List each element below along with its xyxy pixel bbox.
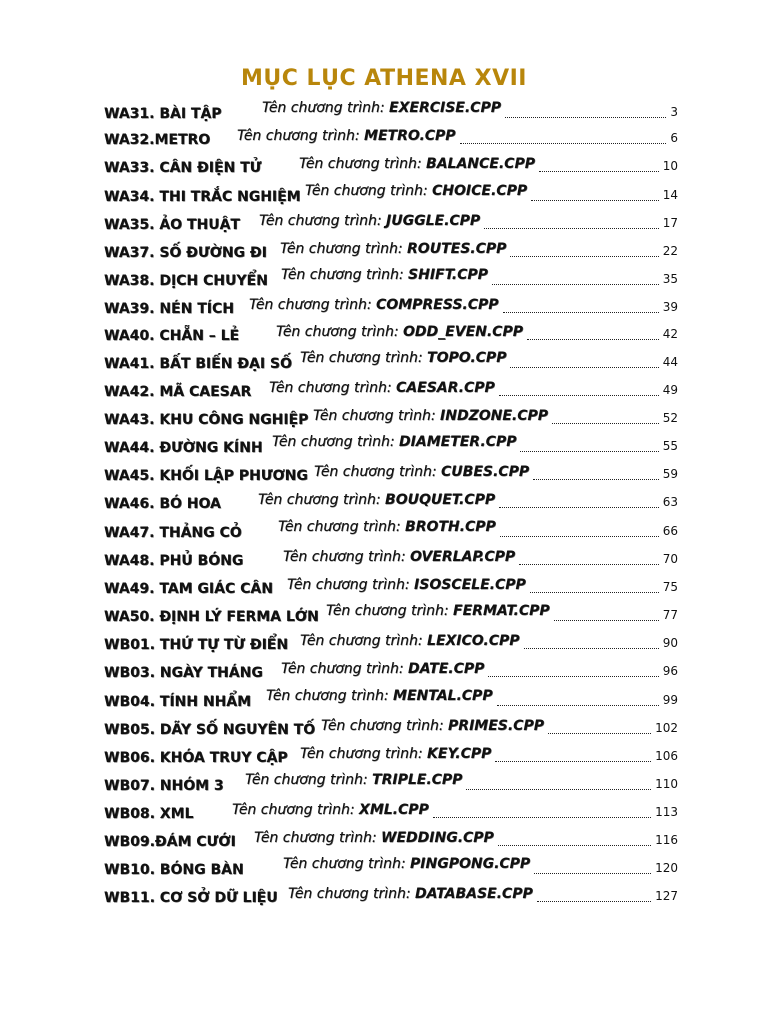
program-name: WEDDING.CPP	[381, 830, 494, 846]
toc-entry	[0, 688, 768, 714]
program-prefix: Tên chương trình:	[300, 350, 428, 366]
dot-leader	[505, 117, 666, 118]
toc-entry	[0, 406, 768, 432]
entry-program	[288, 886, 533, 902]
entry-program	[326, 603, 550, 619]
program-name: ODD_EVEN.CPP	[403, 324, 523, 340]
page-number: 75	[662, 580, 678, 594]
entry-program	[266, 688, 493, 704]
dot-leader	[510, 256, 658, 257]
entry-code: WA49. TAM GIÁC CÂN	[104, 581, 273, 597]
toc-entry	[0, 350, 768, 376]
page-number: 96	[662, 664, 678, 678]
entry-code: WA46. BÓ HOA	[104, 496, 221, 512]
page-number: 22	[662, 244, 678, 258]
entry-code: WA40. CHẴN – LẺ	[104, 328, 240, 344]
program-prefix: Tên chương trình:	[266, 688, 394, 704]
page-number: 42	[662, 327, 678, 341]
page-number: 127	[655, 889, 678, 903]
entry-code: WB06. KHÓA TRUY CẬP	[104, 750, 288, 766]
program-name: SHIFT.CPP	[408, 267, 488, 283]
entry-code: WA48. PHỦ BÓNG	[104, 553, 244, 569]
dot-leader	[552, 423, 659, 424]
program-prefix: Tên chương trình:	[269, 380, 397, 396]
page-number: 113	[655, 805, 678, 819]
program-prefix: Tên chương trình:	[276, 324, 404, 340]
entry-code: WB11. CƠ SỞ DỮ LIỆU	[104, 890, 278, 906]
dot-leader	[554, 620, 659, 621]
entry-code: WA41. BẤT BIẾN ĐẠI SỐ	[104, 356, 292, 372]
page-number: 102	[655, 721, 678, 735]
dot-leader	[537, 901, 651, 902]
page-number: 116	[655, 833, 678, 847]
program-prefix: Tên chương trình:	[287, 577, 415, 593]
page-number: 35	[662, 272, 678, 286]
page-number: 14	[662, 188, 678, 202]
dot-leader	[503, 312, 659, 313]
toc-entry	[0, 631, 768, 657]
entry-code: WA45. KHỐI LẬP PHƯƠNG	[104, 468, 308, 484]
page-number: 63	[662, 495, 678, 509]
program-name: LEXICO.CPP	[427, 633, 520, 649]
entry-code: WB04. TÍNH NHẨM	[104, 694, 252, 710]
entry-program	[254, 830, 494, 846]
page-number: 55	[662, 439, 678, 453]
program-name: OVERLAP.CPP	[410, 549, 516, 565]
dot-leader	[499, 395, 659, 396]
entry-code: WA38. DỊCH CHUYỂN	[104, 273, 268, 289]
dot-leader	[498, 845, 651, 846]
program-name: BALANCE.CPP	[426, 156, 535, 172]
entry-program	[245, 772, 462, 788]
program-name: DATE.CPP	[408, 661, 485, 677]
program-name: TOPO.CPP	[427, 350, 507, 366]
entry-program	[300, 633, 520, 649]
toc-entry	[0, 434, 768, 460]
toc-entry	[0, 322, 768, 348]
program-prefix: Tên chương trình:	[321, 718, 449, 734]
page-number: 90	[662, 636, 678, 650]
dot-leader	[530, 592, 659, 593]
program-name: PINGPONG.CPP	[410, 856, 531, 872]
toc-entry	[0, 744, 768, 770]
toc-entry	[0, 126, 768, 152]
toc-entry	[0, 772, 768, 798]
toc-entry	[0, 828, 768, 854]
toc-entry	[0, 716, 768, 742]
program-prefix: Tên chương trình:	[313, 408, 441, 424]
entry-program	[280, 241, 506, 257]
program-name: CAESAR.CPP	[396, 380, 495, 396]
entry-code: WA42. MÃ CAESAR	[104, 384, 252, 400]
program-prefix: Tên chương trình:	[254, 830, 382, 846]
toc-entry	[0, 154, 768, 180]
entry-program	[283, 856, 530, 872]
entry-code: WB07. NHÓM 3	[104, 778, 224, 794]
program-name: EXERCISE.CPP	[389, 100, 501, 116]
program-prefix: Tên chương trình:	[237, 128, 365, 144]
dot-leader	[495, 761, 651, 762]
program-name: ROUTES.CPP	[407, 241, 507, 257]
toc-entry	[0, 519, 768, 545]
page-number: 70	[662, 552, 678, 566]
entry-program	[283, 549, 515, 565]
program-prefix: Tên chương trình:	[283, 549, 411, 565]
program-prefix: Tên chương trình:	[281, 267, 409, 283]
entry-program	[272, 434, 516, 450]
entry-program	[281, 661, 484, 677]
dot-leader	[519, 564, 659, 565]
dot-leader	[539, 171, 659, 172]
page-number: 77	[662, 608, 678, 622]
toc-entry	[0, 378, 768, 404]
entry-program	[237, 128, 456, 144]
dot-leader	[500, 536, 659, 537]
program-name: TRIPLE.CPP	[372, 772, 463, 788]
page-number: 106	[655, 749, 678, 763]
entry-code: WA50. ĐỊNH LÝ FERMA LỚN	[104, 609, 319, 625]
toc-entry	[0, 884, 768, 910]
dot-leader	[548, 733, 651, 734]
program-prefix: Tên chương trình:	[300, 746, 428, 762]
dot-leader	[527, 339, 659, 340]
entry-program	[281, 267, 488, 283]
program-prefix: Tên chương trình:	[305, 183, 433, 199]
toc-entry	[0, 295, 768, 321]
toc-entry	[0, 800, 768, 826]
dot-leader	[488, 676, 658, 677]
program-name: MENTAL.CPP	[393, 688, 493, 704]
entry-program	[276, 324, 523, 340]
entry-code: WB05. DÃY SỐ NGUYÊN TỐ	[104, 722, 316, 738]
toc-entry	[0, 183, 768, 209]
page-number: 66	[662, 524, 678, 538]
dot-leader	[520, 451, 658, 452]
page-number: 3	[670, 105, 678, 119]
program-name: JUGGLE.CPP	[386, 213, 481, 229]
program-prefix: Tên chương trình:	[262, 100, 390, 116]
entry-program	[287, 577, 526, 593]
dot-leader	[433, 817, 651, 818]
page-number: 10	[662, 159, 678, 173]
toc-entry	[0, 267, 768, 293]
entry-program	[259, 213, 480, 229]
toc-entry	[0, 462, 768, 488]
entry-program	[314, 464, 529, 480]
dot-leader	[533, 479, 659, 480]
program-prefix: Tên chương trình:	[259, 213, 387, 229]
program-prefix: Tên chương trình:	[314, 464, 442, 480]
dot-leader	[492, 284, 659, 285]
program-name: COMPRESS.CPP	[376, 297, 499, 313]
program-prefix: Tên chương trình:	[283, 856, 411, 872]
toc-entry	[0, 239, 768, 265]
entry-code: WA39. NÉN TÍCH	[104, 301, 234, 317]
program-name: XML.CPP	[359, 802, 429, 818]
entry-code: WB10. BÓNG BÀN	[104, 862, 244, 878]
program-name: CHOICE.CPP	[432, 183, 528, 199]
page-number: 44	[662, 355, 678, 369]
dot-leader	[510, 367, 658, 368]
dot-leader	[460, 143, 667, 144]
entry-code: WA44. ĐƯỜNG KÍNH	[104, 440, 263, 456]
entry-program	[262, 100, 501, 116]
toc-entry	[0, 547, 768, 573]
entry-code: WA47. THẢNG CỎ	[104, 525, 242, 541]
toc-entry	[0, 100, 768, 126]
program-name: DIAMETER.CPP	[399, 434, 517, 450]
page-number: 39	[662, 300, 678, 314]
entry-code: WB08. XML	[104, 806, 194, 822]
entry-program	[232, 802, 429, 818]
entry-program	[300, 350, 506, 366]
program-prefix: Tên chương trình:	[258, 492, 386, 508]
program-name: KEY.CPP	[427, 746, 492, 762]
page-number: 49	[662, 383, 678, 397]
toc-entry	[0, 211, 768, 237]
dot-leader	[484, 228, 659, 229]
entry-code: WA31. BÀI TẬP	[104, 106, 222, 122]
program-prefix: Tên chương trình:	[272, 434, 400, 450]
entry-program	[321, 718, 544, 734]
page-number: 17	[662, 216, 678, 230]
entry-code: WA35. ẢO THUẬT	[104, 217, 240, 233]
entry-code: WA34. THI TRẮC NGHIỆM	[104, 189, 301, 205]
program-name: PRIMES.CPP	[448, 718, 544, 734]
page-number: 52	[662, 411, 678, 425]
entry-code: WB03. NGÀY THÁNG	[104, 665, 263, 681]
program-prefix: Tên chương trình:	[300, 633, 428, 649]
entry-program	[300, 746, 491, 762]
toc-entry	[0, 575, 768, 601]
entry-code: WA33. CÂN ĐIỆN TỬ	[104, 160, 262, 176]
program-prefix: Tên chương trình:	[288, 886, 416, 902]
toc-entry	[0, 856, 768, 882]
program-prefix: Tên chương trình:	[326, 603, 454, 619]
toc-entry	[0, 659, 768, 685]
dot-leader	[497, 705, 659, 706]
entry-program	[269, 380, 495, 396]
entry-code: WA32.METRO	[104, 132, 211, 148]
program-prefix: Tên chương trình:	[280, 241, 408, 257]
page-number: 110	[655, 777, 678, 791]
page-number: 6	[670, 131, 678, 145]
entry-code: WB09.ĐÁM CƯỚI	[104, 834, 236, 850]
program-name: BOUQUET.CPP	[385, 492, 496, 508]
program-prefix: Tên chương trình:	[299, 156, 427, 172]
dot-leader	[534, 873, 651, 874]
program-prefix: Tên chương trình:	[249, 297, 377, 313]
entry-code: WA43. KHU CÔNG NGHIỆP	[104, 412, 309, 428]
dot-leader	[531, 200, 659, 201]
program-prefix: Tên chương trình:	[278, 519, 406, 535]
entry-program	[305, 183, 527, 199]
page-number: 59	[662, 467, 678, 481]
program-prefix: Tên chương trình:	[232, 802, 360, 818]
entry-code: WA37. SỐ ĐƯỜNG ĐI	[104, 245, 267, 261]
program-name: CUBES.CPP	[441, 464, 530, 480]
program-name: DATABASE.CPP	[415, 886, 533, 902]
entry-program	[278, 519, 496, 535]
program-prefix: Tên chương trình:	[245, 772, 373, 788]
page-number: 120	[655, 861, 678, 875]
program-name: INDZONE.CPP	[440, 408, 549, 424]
dot-leader	[466, 789, 651, 790]
program-name: METRO.CPP	[364, 128, 456, 144]
page-number: 99	[662, 693, 678, 707]
program-prefix: Tên chương trình:	[281, 661, 409, 677]
entry-program	[299, 156, 535, 172]
toc-entry	[0, 490, 768, 516]
program-name: ISOSCELE.CPP	[414, 577, 526, 593]
dot-leader	[499, 507, 659, 508]
page-title: MỤC LỤC ATHENA XVII	[241, 66, 527, 91]
entry-program	[313, 408, 548, 424]
entry-program	[249, 297, 499, 313]
program-name: FERMAT.CPP	[453, 603, 550, 619]
toc-entry	[0, 603, 768, 629]
program-name: BROTH.CPP	[405, 519, 496, 535]
entry-code: WB01. THỨ TỰ TỪ ĐIỂN	[104, 637, 289, 653]
entry-program	[258, 492, 495, 508]
dot-leader	[524, 648, 659, 649]
